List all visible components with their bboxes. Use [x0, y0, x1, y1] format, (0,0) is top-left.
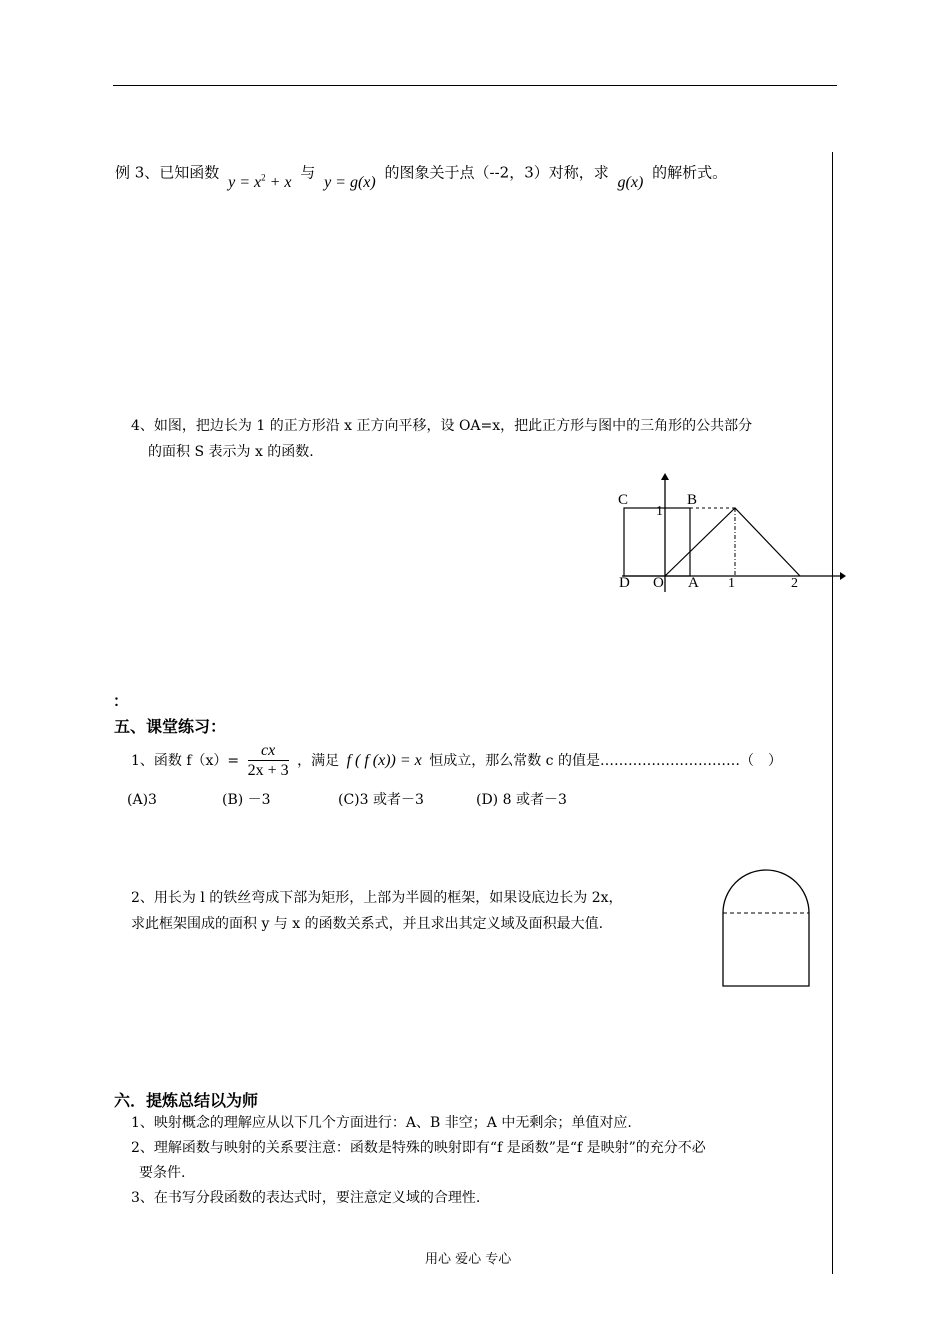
q1-option-c: (C)3 或者－3 — [338, 792, 424, 808]
example-3-mid: 的图象关于点（--2，3）对称，求 — [384, 163, 609, 182]
header-rule — [113, 85, 837, 86]
frame-figure — [718, 868, 814, 992]
example-3-function-2: y = g(x) — [324, 174, 376, 192]
label-O: O — [653, 575, 664, 591]
problem-4-line-2: 的面积 S 表示为 x 的函数. — [148, 444, 314, 460]
square-triangle-figure — [600, 470, 850, 600]
label-B: B — [687, 492, 698, 508]
q1-mid: ，满足 — [297, 753, 340, 769]
label-one-y: 1 — [656, 504, 663, 519]
triangle — [665, 508, 800, 576]
example-3-function-3: g(x) — [617, 174, 644, 192]
footer: 用心 爱心 专心 — [425, 1252, 512, 1267]
section-5-title: 五、课堂练习： — [114, 717, 227, 736]
q2-line-2: 求此框架围成的面积 y 与 x 的函数关系式，并且求出其定义域及面积最大值. — [131, 916, 604, 932]
q1-option-d: (D) 8 或者－3 — [476, 792, 567, 808]
frame-outline — [723, 870, 809, 986]
q1-prefix: 1、函数 f（x）= — [131, 753, 240, 769]
label-one-x: 1 — [728, 576, 735, 591]
colon-mark: ： — [113, 692, 129, 710]
example-3-function-1: $y = x^2 + x$ — [228, 173, 292, 192]
label-A: A — [688, 575, 699, 591]
q1-numerator: cx — [248, 742, 289, 761]
label-D: D — [619, 575, 630, 591]
example-3 — [115, 158, 728, 192]
example-3-prefix: 例 3、已知函数 — [115, 163, 220, 182]
section-6-item-2-line-1: 2、理解函数与映射的关系要注意：函数是特殊的映射即有“f 是函数”是“f 是映射”的充分不必 — [131, 1140, 706, 1156]
example-3-suffix: 的解析式。 — [652, 163, 728, 182]
q1-condition: f ( f (x)) = x — [346, 752, 422, 769]
x-axis-arrow-icon — [840, 572, 846, 580]
q1-denominator: 2x + 3 — [247, 762, 289, 779]
example-3-conj: 与 — [300, 163, 316, 182]
section-6-item-1: 1、映射概念的理解应从以下几个方面进行：A、B 非空；A 中无剩余；单值对应. — [131, 1115, 632, 1131]
q1-line — [131, 742, 782, 782]
right-margin-line — [832, 152, 833, 1274]
q1-suffix: 恒成立，那么常数 c 的值是…………………………（ ） — [429, 753, 782, 769]
section-6-item-3: 3、在书写分段函数的表达式时，要注意定义域的合理性. — [131, 1190, 481, 1206]
section-6-title: 六．提炼总结以为师 — [114, 1091, 259, 1110]
q1-option-b: (B) －3 — [222, 792, 271, 808]
y-axis-arrow-icon — [661, 473, 669, 480]
label-two-x: 2 — [791, 576, 798, 591]
q1-fraction — [248, 742, 289, 781]
q2-line-1: 2、用长为 l 的铁丝弯成下部为矩形，上部为半圆的框架，如果设底边长为 2x， — [131, 890, 623, 906]
label-C: C — [618, 492, 629, 508]
problem-4-line-1: 4、如图，把边长为 1 的正方形沿 x 正方向平移，设 OA=x，把此正方形与图中的三角形的公共部分 — [131, 418, 753, 434]
section-6-item-2-line-2: 要条件. — [139, 1165, 186, 1181]
q1-option-a: (A)3 — [127, 792, 157, 808]
